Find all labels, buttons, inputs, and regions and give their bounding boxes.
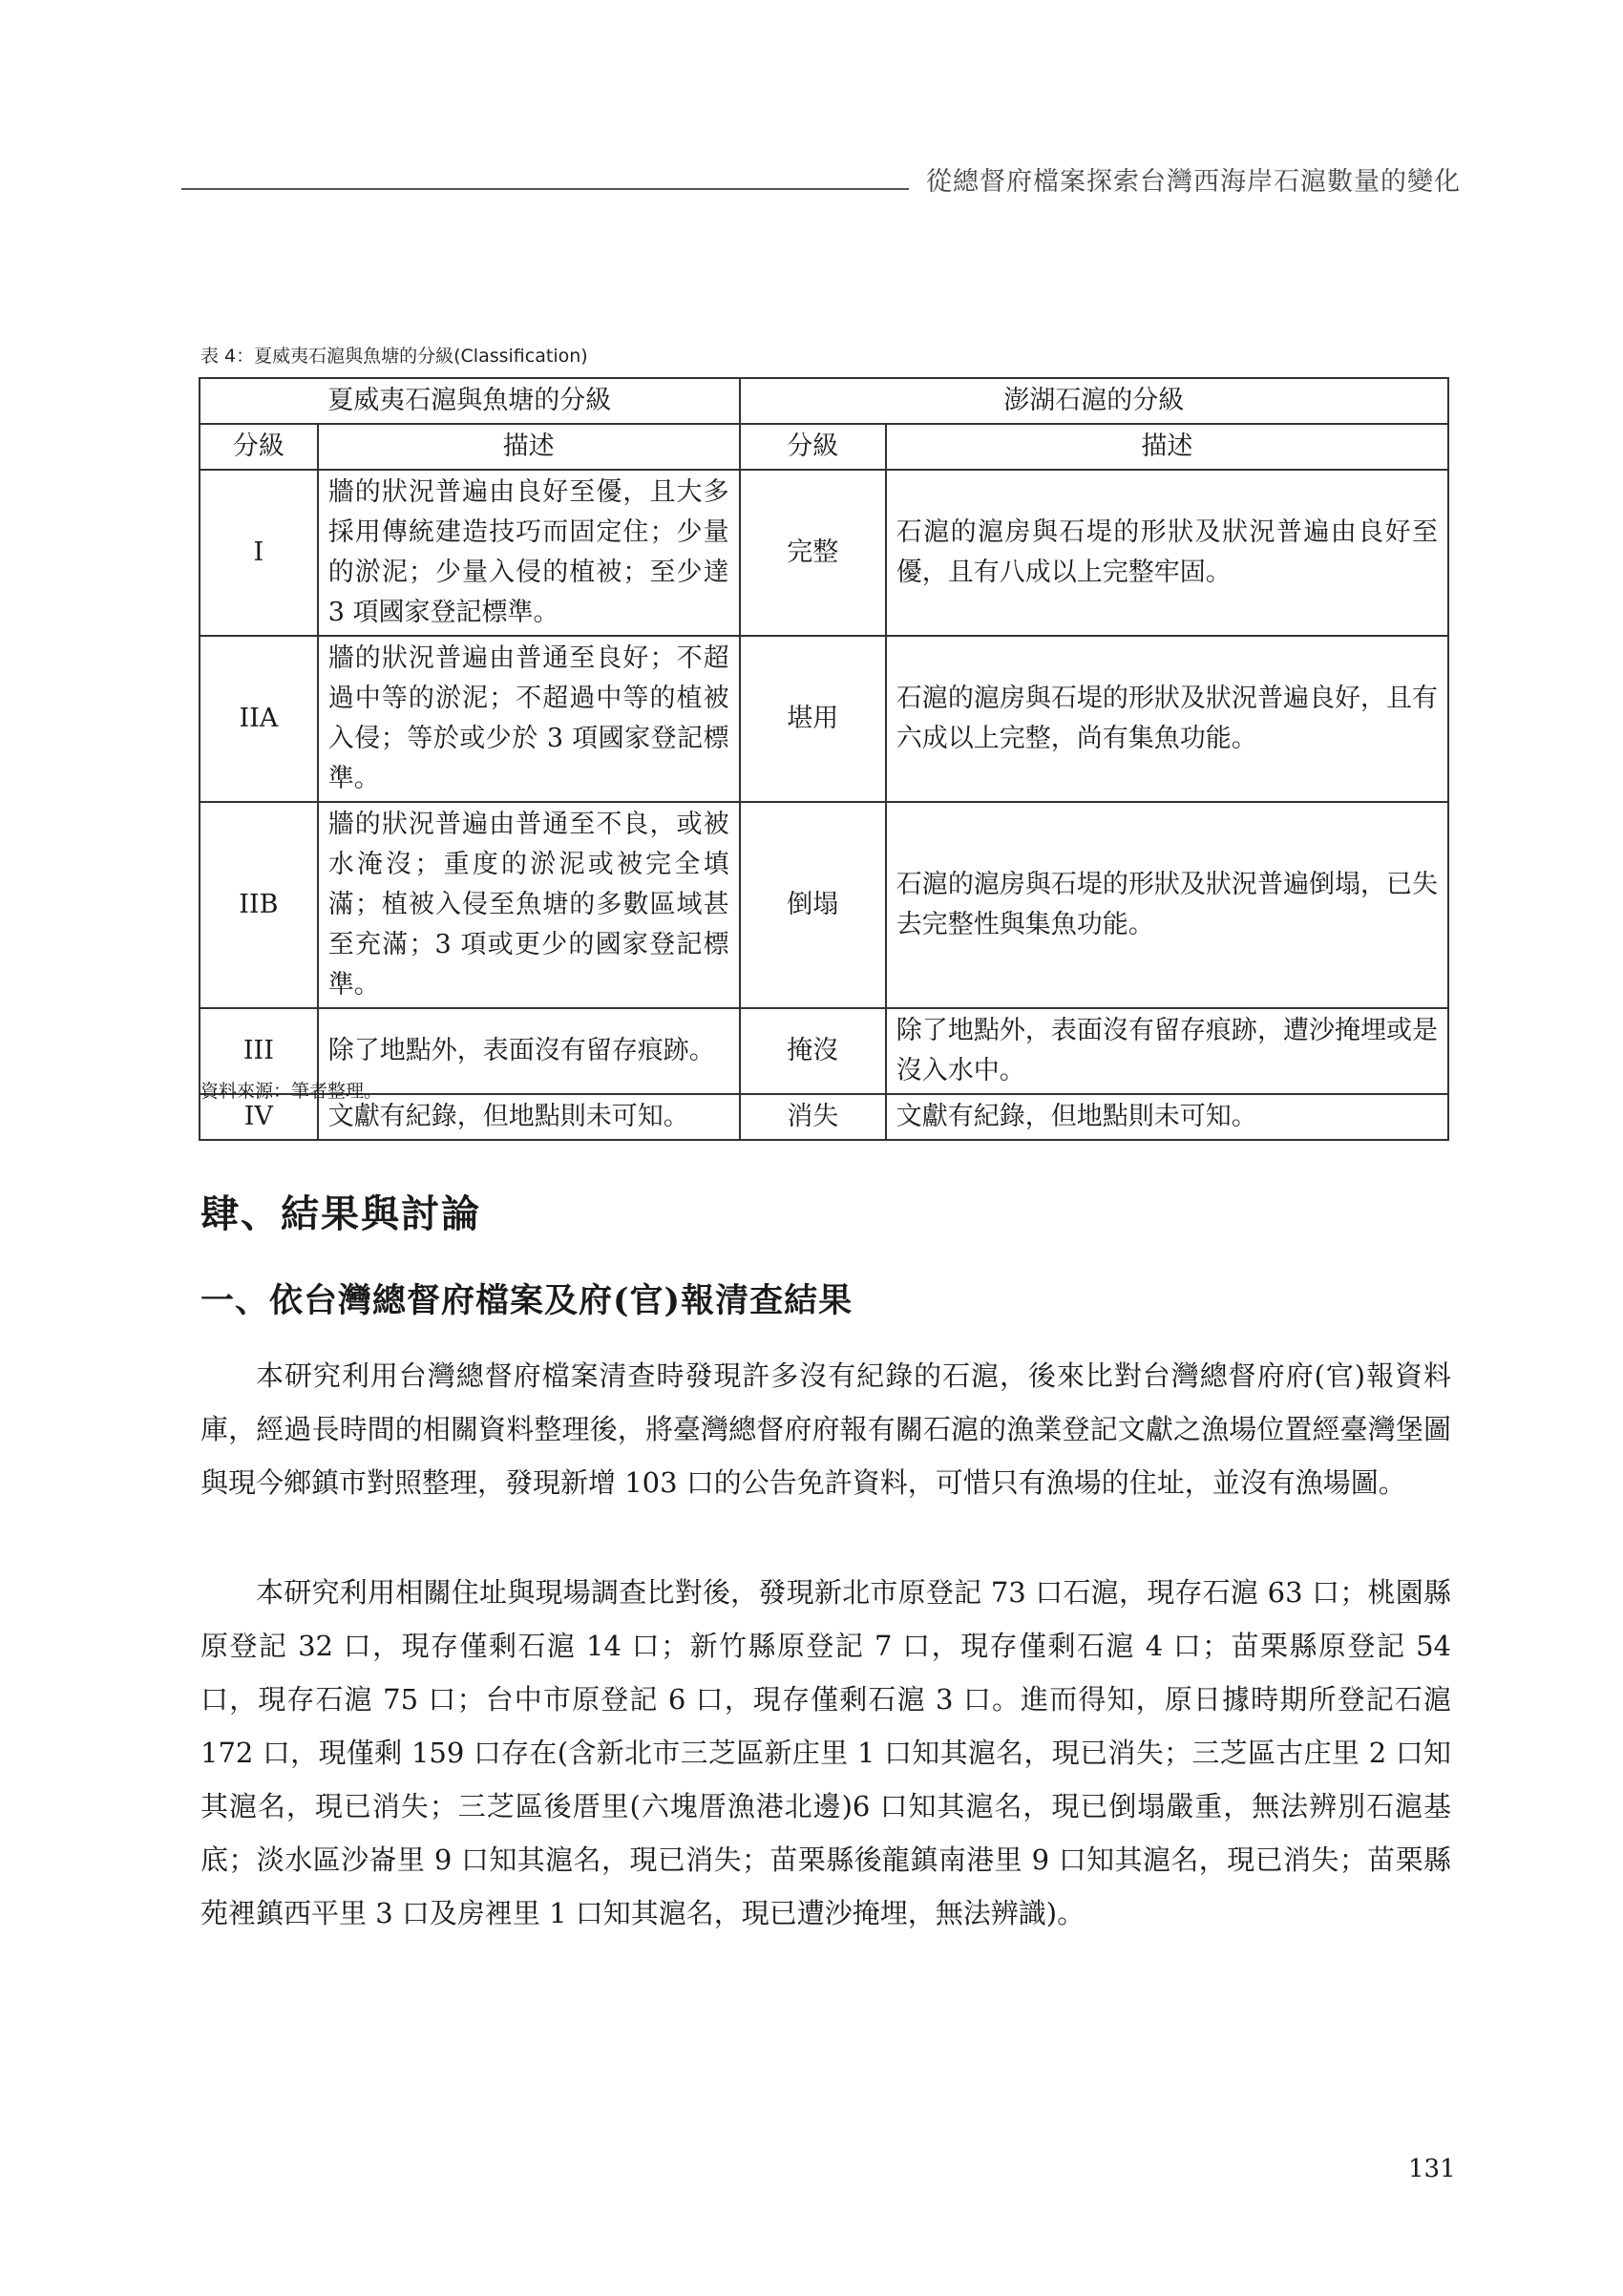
- table-row: [200, 470, 1448, 636]
- column-header-description: 描述: [886, 424, 1448, 470]
- hawaii-description: 除了地點外，表面沒有留存痕跡。: [318, 1008, 740, 1094]
- table-row: [200, 636, 1448, 802]
- table-source-note: 資料來源：筆者整理。: [200, 1081, 383, 1102]
- table-column-header-row: [200, 424, 1448, 470]
- group-header-hawaii: 夏威夷石滬與魚塘的分級: [200, 378, 740, 424]
- running-header: [181, 160, 1461, 198]
- header-rule: [181, 188, 909, 190]
- penghu-description: 石滬的滬房與石堤的形狀及狀況普遍倒塌，已失去完整性與集魚功能。: [886, 802, 1448, 1008]
- table-caption: 表 4：夏威夷石滬與魚塘的分級(Classification): [200, 346, 588, 367]
- group-header-penghu: 澎湖石滬的分級: [740, 378, 1448, 424]
- hawaii-grade: IIA: [200, 636, 318, 802]
- penghu-grade: 堪用: [740, 636, 886, 802]
- hawaii-description: 牆的狀況普遍由普通至不良，或被水淹沒；重度的淤泥或被完全填滿；植被入侵至魚塘的多數區域甚至充滿；3 項或更少的國家登記標準。: [318, 802, 740, 1008]
- hawaii-description: 牆的狀況普遍由普通至良好；不超過中等的淤泥；不超過中等的植被入侵；等於或少於 3 項國家登記標準。: [318, 636, 740, 802]
- page-number: 131: [1408, 2155, 1456, 2183]
- penghu-description: 石滬的滬房與石堤的形狀及狀況普遍良好，且有六成以上完整，尚有集魚功能。: [886, 636, 1448, 802]
- penghu-description: 文獻有紀錄，但地點則未可知。: [886, 1094, 1448, 1140]
- subsection-heading: 一、依台灣總督府檔案及府(官)報清查結果: [200, 1281, 854, 1320]
- table-group-header-row: [200, 378, 1448, 424]
- column-header-grade: 分級: [200, 424, 318, 470]
- penghu-grade: 倒塌: [740, 802, 886, 1008]
- hawaii-grade: III: [200, 1008, 318, 1094]
- hawaii-grade: IIB: [200, 802, 318, 1008]
- running-title: 從總督府檔案探索台灣西海岸石滬數量的變化: [926, 167, 1461, 197]
- column-header-grade: 分級: [740, 424, 886, 470]
- table-row: [200, 1094, 1448, 1140]
- table-row: [200, 1008, 1448, 1094]
- penghu-description: 石滬的滬房與石堤的形狀及狀況普遍由良好至優，且有八成以上完整牢固。: [886, 470, 1448, 636]
- hawaii-grade: I: [200, 470, 318, 636]
- table-row: [200, 802, 1448, 1008]
- section-heading: 肆、結果與討論: [200, 1191, 481, 1236]
- penghu-grade: 消失: [740, 1094, 886, 1140]
- body-paragraph: 本研究利用相關住址與現場調查比對後，發現新北市原登記 73 口石滬，現存石滬 63 口；桃園縣原登記 32 口，現存僅剩石滬 14 口；新竹縣原登記 7 口，現存僅剩石滬 4 口；苗栗縣原登記 54 口，現存石滬 75 口；台中市原登記 6 口，現存僅剩石滬 3 口。進而得知，原日據時期所登記石滬 172 口，現僅剩 159 口存在(含新北市三芝區新庄里 1 口知其滬名，現已消失；三芝區古庄里 2 口知其滬名，現已消失；三芝區後厝里(六塊厝漁港北邊)6 口知其滬名，現已倒塌嚴重，無法辨別石滬基底；淡水區沙崙里 9 口知其滬名，現已消失；苗栗縣後龍鎮南港里 9 口知其滬名，現已消失；苗栗縣苑裡鎮西平里 3 口及房裡里 1 口知其滬名，現已遭沙掩埋，無法辨識)。: [200, 1576, 1451, 1929]
- penghu-description: 除了地點外，表面沒有留存痕跡，遭沙掩埋或是沒入水中。: [886, 1008, 1448, 1094]
- body-paragraph: 本研究利用台灣總督府檔案清查時發現許多沒有紀錄的石滬，後來比對台灣總督府府(官)報資料庫，經過長時間的相關資料整理後，將臺灣總督府府報有關石滬的漁業登記文獻之漁場位置經臺灣堡圖與現今鄉鎮市對照整理，發現新增 103 口的公告免許資料，可惜只有漁場的住址，並沒有漁場圖。: [200, 1359, 1451, 1499]
- hawaii-description: 文獻有紀錄，但地點則未可知。: [318, 1094, 740, 1140]
- column-header-description: 描述: [318, 424, 740, 470]
- penghu-grade: 掩沒: [740, 1008, 886, 1094]
- penghu-grade: 完整: [740, 470, 886, 636]
- hawaii-grade: IV: [200, 1094, 318, 1140]
- classification-table: [199, 377, 1449, 1141]
- hawaii-description: 牆的狀況普遍由良好至優，且大多採用傳統建造技巧而固定住；少量的淤泥；少量入侵的植被；至少達 3 項國家登記標準。: [318, 470, 740, 636]
